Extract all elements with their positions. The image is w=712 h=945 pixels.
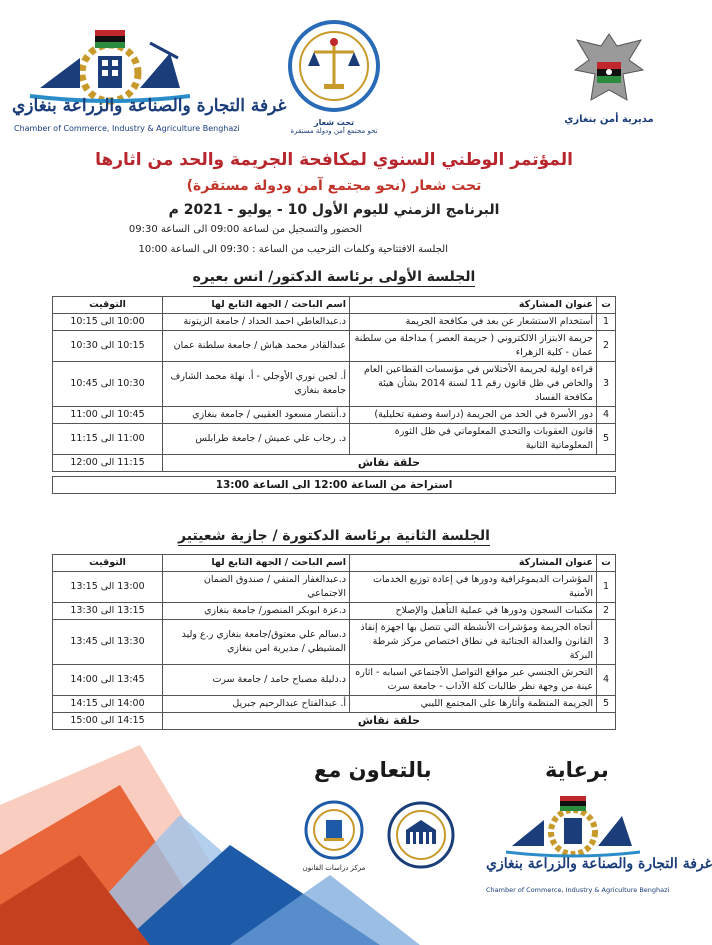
col-num: ت [597, 555, 616, 572]
chamber-logo-footer [486, 790, 712, 920]
conference-title: المؤتمر الوطني السنوي لمكافحة الجريمة والحد من اثارها [95, 150, 573, 170]
security-directorate-logo [564, 30, 654, 130]
table-row: 1 المؤشرات الديموغرافية ودورها في إعادة توزيع الخدمات الأمنية د.عبدالغفار المنفي / صندوق الضمان الاجتماعي 13:00 الى 13:15 [53, 572, 616, 603]
table-row: 5 الجريمة المنظمة وأثارها على المجتمع الليبي أ. عبدالفتاح عبدالرحيم جبريل 14:00 الى 14:15 [53, 696, 616, 713]
table-row: 3 أتجاه الجريمة ومؤشرات الأنشطة التي تتصل بها اجهزة إنفاذ القانون والعدالة الجنائية في نطاق اختصاص مركز شرطة البركة د.سالم علي معتوق/جامعة بنغازي ر.ع وليد المشيطي / مديرية امن بنغازي 13:30 الى 13:45 [53, 620, 616, 665]
col-topic: عنوان المشاركة [350, 297, 597, 314]
university-logo [386, 800, 456, 874]
session2-table [52, 554, 616, 730]
university-seal-icon [386, 800, 456, 870]
law-center-caption: مركز دراسات القانون [302, 864, 366, 872]
col-researcher: اسم الباحث / الجهة التابع لها [163, 555, 350, 572]
program-title: البرنامج الزمني لليوم الأول 10 - يوليو - 2021 م [168, 202, 500, 218]
chamber-english-name: Chamber of Commerce, Industry & Agriculture Benghazi [14, 124, 240, 133]
scales-seal-icon [286, 18, 382, 114]
table-row: 4 التحرش الجنسي عبر مواقع التواصل الأجتماعي اسبابه - اثاره عينة من وجهة نظر طالبات كلة الآداب - جامعة سرت د.دليلة مصباح حامد / جامعة سرت 13:45 الى 14:00 [53, 665, 616, 696]
discussion-row: حلقة نقاش 14:15 الى 15:00 [53, 713, 616, 730]
conference-seal [286, 18, 382, 138]
law-center-logo [302, 800, 366, 872]
table-row: 2 مكتبات السجون ودورها في عملية التأهيل والإصلاح د.عزة ابوبكر المنصور/ جامعة بنغازي 13:15 الى 13:30 [53, 603, 616, 620]
col-num: ت [597, 297, 616, 314]
discussion-row: حلقة نقاش 11:15 الى 12:00 [53, 455, 616, 472]
table-row: 1 أستخدام الاستشعار عن بعد في مكافحة الجريمة د.عبدالعاطي احمد الحداد / جامعة الزيتونة 10:00 الى 10:15 [53, 314, 616, 331]
chamber-logo-header [12, 18, 287, 138]
seal-slogan-line1: تحت شعار [313, 118, 354, 127]
table-row: 4 دور الأسرة في الحد من الجريمة (دراسة وصفية تحليلية) د.أنتصار مسعود العقيبي / جامعة بنغازي 10:45 الى 11:00 [53, 407, 616, 424]
break-row: استراحة من الساعة 12:00 الى الساعة 13:00 [53, 477, 616, 494]
cooperation-heading: بالتعاون مع [314, 758, 432, 782]
table-row: 3 قراءة اولية لجريمة الأختلاس في مؤسسات القطاعين العام والخاص في ظل قانون رقم 11 لسنة 2014 بشأن هيئة مكافحة الفساد أ. لجين نوري الأوجلي - أ. نهلة محمد الشارف جامعة بنغازي 10:30 الى 10:45 [53, 362, 616, 407]
conference-slogan: تحت شعار (نحو مجتمع آمن ودولة مستقرة) [186, 178, 482, 194]
chamber-arabic-name: غرفة التجارة والصناعة والزراعة بنغازي [12, 96, 287, 116]
registration-info: الحضور والتسجيل من لساعة 09:00 الى الساعة 09:30 [128, 224, 362, 235]
opening-info: الجلسة الافتتاحية وكلمات الترحيب من الساعة : 09:30 الى الساعة 10:00 [138, 244, 448, 255]
table-row: 2 جريمة الابتزاز الالكتروني ( جريمة العصر ) مداخلة من سلطنة عمان - كلية الزهراء عبدالقادر محمد هباش / جامعة سلطنة عمان 10:15 الى 10:30 [53, 331, 616, 362]
col-researcher: اسم الباحث / الجهة التابع لها [163, 297, 350, 314]
col-time: التوقيت [53, 297, 163, 314]
footer-chamber-arabic: غرفة التجارة والصناعة والزراعة بنغازي [486, 856, 712, 872]
session2-title: الجلسة الثانية برئاسة الدكتورة / جازية شعيتير [178, 528, 490, 544]
security-directorate-name: مديرية أمن بنغازي [564, 114, 654, 125]
table-row: 5 قانون العقوبات والتحدي المعلوماتي في ظل الثورة المعلوماتية الثانية د. رجاب علي عميش / جامعة طرابلس 11:00 الى 11:15 [53, 424, 616, 455]
sponsorship-heading: برعاية [545, 758, 609, 782]
law-center-seal-icon [304, 800, 364, 860]
chamber-emblem-icon [498, 790, 648, 860]
col-time: التوقيت [53, 555, 163, 572]
col-topic: عنوان المشاركة [350, 555, 597, 572]
session1-table [52, 296, 616, 494]
chamber-emblem-icon [20, 18, 200, 108]
seal-slogan-line2: نحو مجتمع آمن ودولة مستقرة [290, 127, 378, 135]
footer-chamber-english: Chamber of Commerce, Industry & Agriculture Benghazi [486, 886, 670, 894]
session1-title: الجلسة الأولى برئاسة الدكتور/ انس بعيره [192, 269, 476, 285]
eagle-emblem-icon [571, 30, 647, 110]
